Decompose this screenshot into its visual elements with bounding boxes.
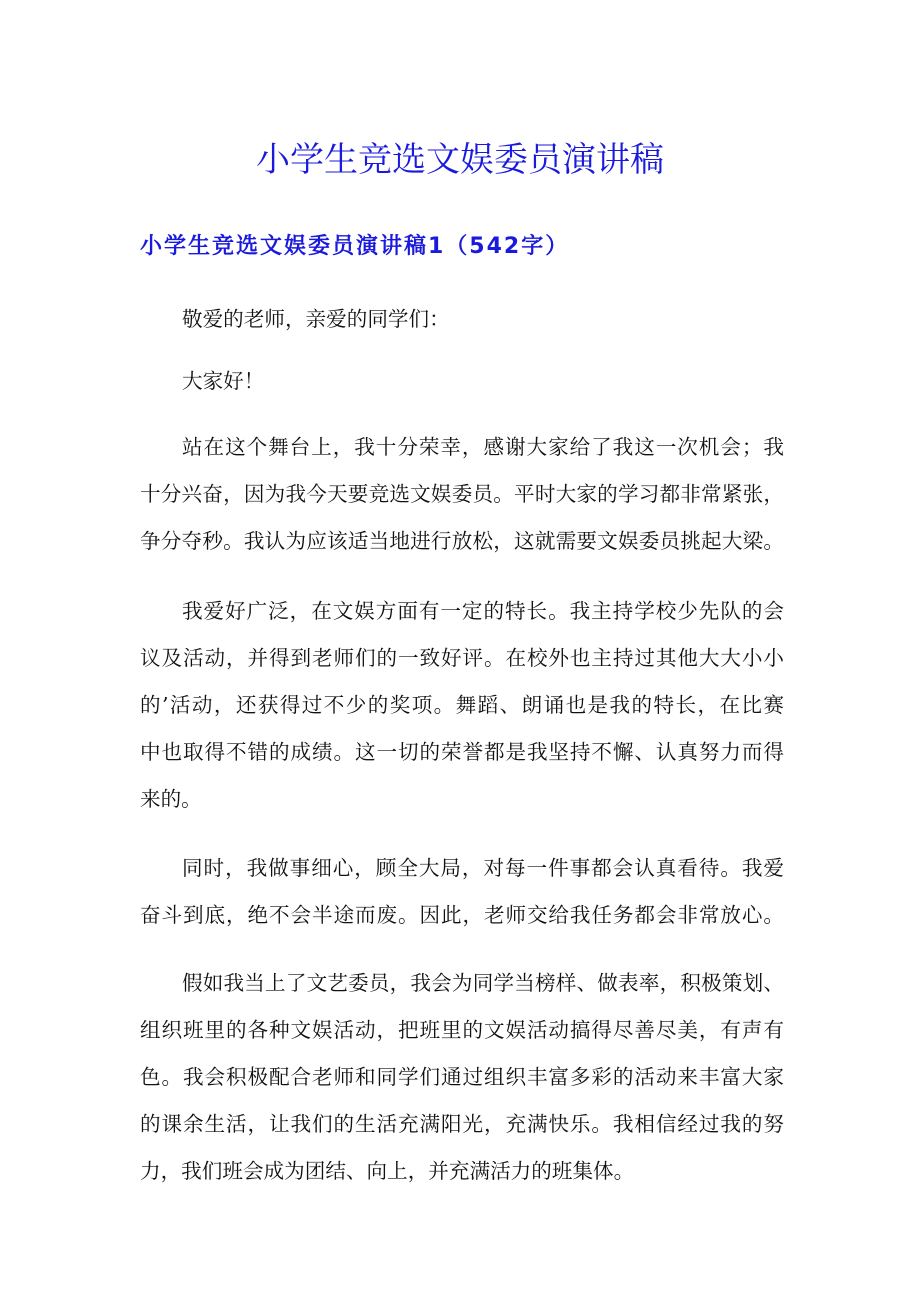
paragraph-character — [140, 845, 784, 939]
text-line: 争分夺秒。我认为应该适当地进行放松，这就需要文娱委员挑起大梁。 — [140, 529, 784, 553]
text-line: 议及活动，并得到老师们的一致好评。在校外也主持过其他大大小小 — [140, 646, 784, 670]
text-line: 奋斗到底，绝不会半途而废。因此，老师交给我任务都会非常放心。 — [140, 903, 784, 927]
text-line: 的’活动，还获得过不少的奖项。舞蹈、朗诵也是我的特长，在比赛 — [140, 693, 784, 717]
text-line: 敬爱的老师，亲爱的同学们： — [182, 307, 450, 331]
text-line: 的课余生活，让我们的生活充满阳光，充满快乐。我相信经过我的努 — [140, 1112, 784, 1136]
text-line: 组织班里的各种文娱活动，把班里的文娱活动搞得尽善尽美，有声有 — [140, 1018, 784, 1042]
paragraph-hobbies — [140, 588, 784, 823]
text-line: 假如我当上了文艺委员，我会为同学当榜样、做表率，积极策划、 — [182, 971, 784, 995]
paragraph-intro — [140, 424, 784, 565]
text-line: 来的。 — [140, 787, 202, 811]
text-line: 站在这个舞台上，我十分荣幸，感谢大家给了我这一次机会；我 — [182, 435, 784, 459]
text-line: 十分兴奋，因为我今天要竞选文娱委员。平时大家的学习都非常紧张， — [140, 482, 784, 506]
document-title: 小学生竞选文娱委员演讲稿 — [256, 140, 664, 180]
text-line: 大家好！ — [182, 369, 265, 393]
section-heading: 小学生竞选文娱委员演讲稿1（542字） — [140, 234, 570, 259]
text-line: 我爱好广泛，在文娱方面有一定的特长。我主持学校少先队的会 — [182, 599, 784, 623]
paragraph-plans — [140, 960, 784, 1195]
text-line: 力，我们班会成为团结、向上，并充满活力的班集体。 — [140, 1159, 635, 1183]
paragraph-hello — [140, 358, 784, 405]
text-line: 中也取得不错的成绩。这一切的荣誉都是我坚持不懈、认真努力而得 — [140, 740, 784, 764]
text-line: 同时，我做事细心，顾全大局，对每一件事都会认真看待。我爱 — [182, 856, 784, 880]
text-line: 色。我会积极配合老师和同学们通过组织丰富多彩的活动来丰富大家 — [140, 1065, 784, 1089]
paragraph-greeting — [140, 296, 784, 343]
